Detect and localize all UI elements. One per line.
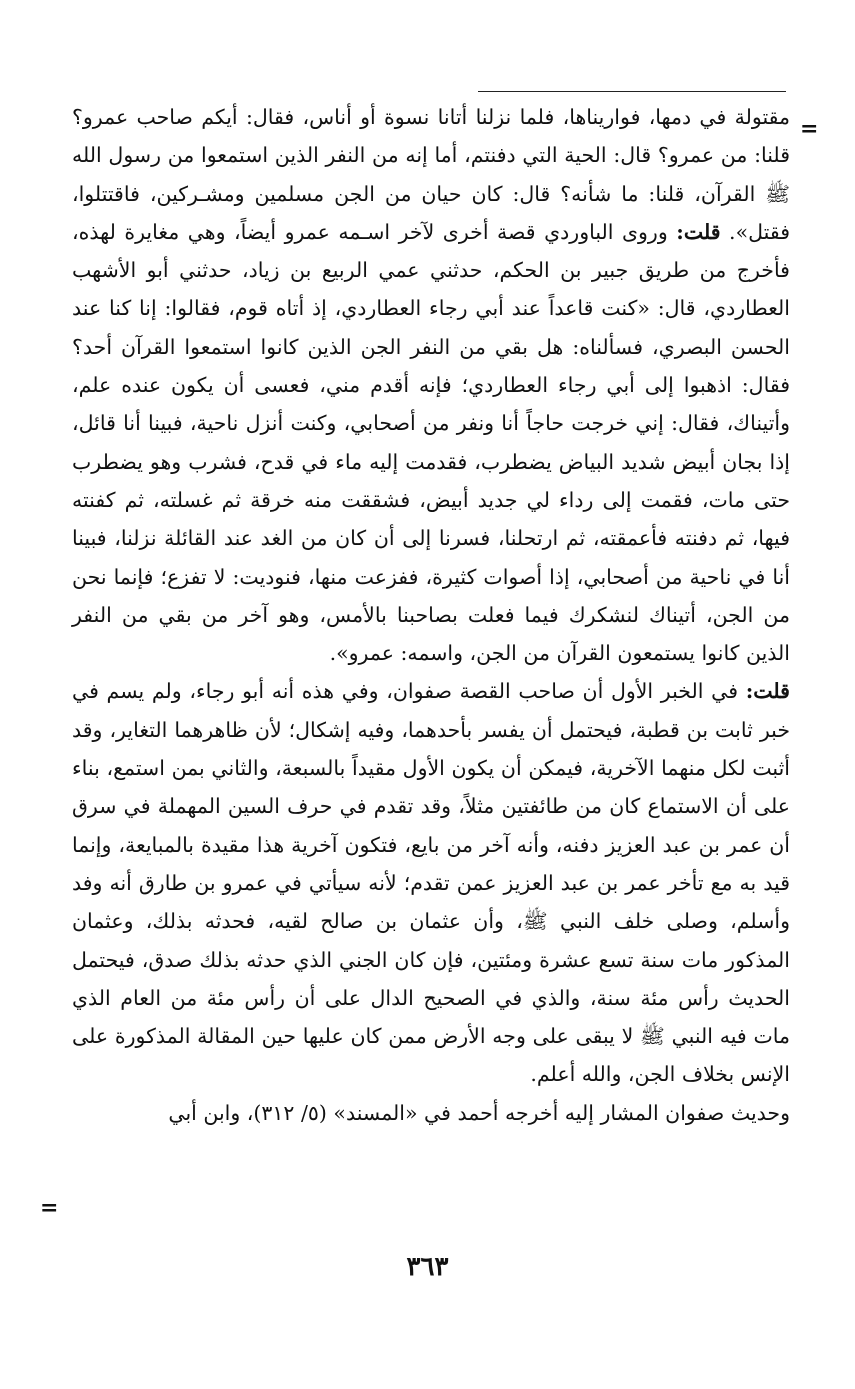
- text-segment: وحديث صفوان المشار إليه أخرجه أحمد في «المسند» (٥/ ٣١٢)، وابن أبي: [168, 1100, 790, 1125]
- text-segment: وروى الباوردي قصة أخرى لآخر اسـمه عمرو أيضاً، وهي مغايرة لهذه، فأخرج من طريق جبير بن الحكم، حدثني عمي الربيع بن زياد، حدثني أبو الأشهب العطاردي، قال: «كنت قاعداً عند أبي رجاء العطاردي، إذ أتاه قوم، فقالوا: إنا كنا عند الحسن البصري، فسألناه: هل بقي من النفر الجن الذين كانوا استمعوا القرآن أحد؟ فقال: اذهبوا إلى أبي رجاء العطاردي؛ فإنه أقدم مني، فعسى أن يكون عنده علم، وأتيناك، فقال: إني خرجت حاجاً أنا ونفر من أصحابي، وكنت أنزل ناحية، فبينا أنا قائل، إذا بجان أبيض شديد البياض يضطرب، فقدمت إليه ماء في قدح، فشرب وهو يضطرب حتى مات، فقمت إلى رداء لي جديد أبيض، فشققت منه خرقة ثم غسلته، ثم كفنته فيها، ثم دفنته فأعمقته، ثم ارتحلنا، فسرنا إلى أن كان من الغد عند القائلة نزلنا، فبينا أنا في ناحية من أصحابي، إذا أصوات كثيرة، ففزعت منها، فنوديت: لا تفزع؛ فإنما نحن من الجن، أتيناك لنشكرك فيما فعلت بصاحبنا بالأمس، وهو آخر من بقي من النفر الذين كانوا يستمعون القرآن من الجن، واسمه: عمرو».: [72, 219, 790, 666]
- text-segment: في الخبر الأول أن صاحب القصة صفوان، وفي هذه أنه أبو رجاء، ولم يسم في خبر ثابت بن قطبة، فيحتمل أن يفسر بأحدهما، وفيه إشكال؛ لأن ظاهرهما التغاير، وقد أثبت لكل منهما الآخرية، فيمكن أن يكون الأول مقيداً بالسبعة، والثاني بمن استمع، بناء على أن الاستماع كان من طائفتين مثلاً، وقد تقدم في حرف السين المهملة في سرق أن عمر بن عبد العزيز دفنه، وأنه آخر من بايع، فتكون آخرية هذا مقيدة بالمبايعة، وإنما قيد به مع تأخر عمر بن عبد العزيز عمن تقدم؛ لأنه سيأتي في عمرو بن طارق أنه وفد وأسلم، وصلى خلف النبي ﷺ، وأن عثمان بن صالح لقيه، فحدثه بذلك، وعثمان المذكور مات سنة تسع عشرة ومئتين، فإن كان الجني الذي حدثه بذلك صدق، فيحتمل الحديث رأس مئة سنة، والذي في الصحيح الدال على أن رأس مئة من العام الذي مات فيه النبي ﷺ لا يبقى على وجه الأرض ممن كان عليها حين المقالة المذكورة على الإنس بخلاف الجن، والله أعلم.: [72, 679, 790, 1087]
- qult-label: قلت:: [745, 679, 790, 704]
- body-text: [72, 98, 790, 1132]
- paragraph-3: [72, 1094, 790, 1132]
- text-segment: مقتولة في دمها، فواريناها، فلما نزلنا أتانا نسوة أو أناس، فقال: أيكم صاحب عمرو؟ قلنا: من عمرو؟ قال: الحية التي دفنتم، أما إنه من النفر الذين استمعوا من رسول الله ﷺ القرآن، قلنا: ما شأنه؟ قال: كان حيان من الجن مسلمين ومشـركين، فاقتتلوا، فقتل».: [72, 105, 790, 244]
- page-number: ٣٦٣: [406, 1252, 449, 1282]
- paragraph-2: [72, 672, 790, 1093]
- qult-label: قلت:: [676, 219, 721, 244]
- paragraph-1: [72, 98, 790, 672]
- continuation-marker-top: =: [800, 116, 819, 142]
- footnote-separator-rule: [478, 91, 786, 92]
- continuation-marker-bottom: =: [40, 1195, 59, 1221]
